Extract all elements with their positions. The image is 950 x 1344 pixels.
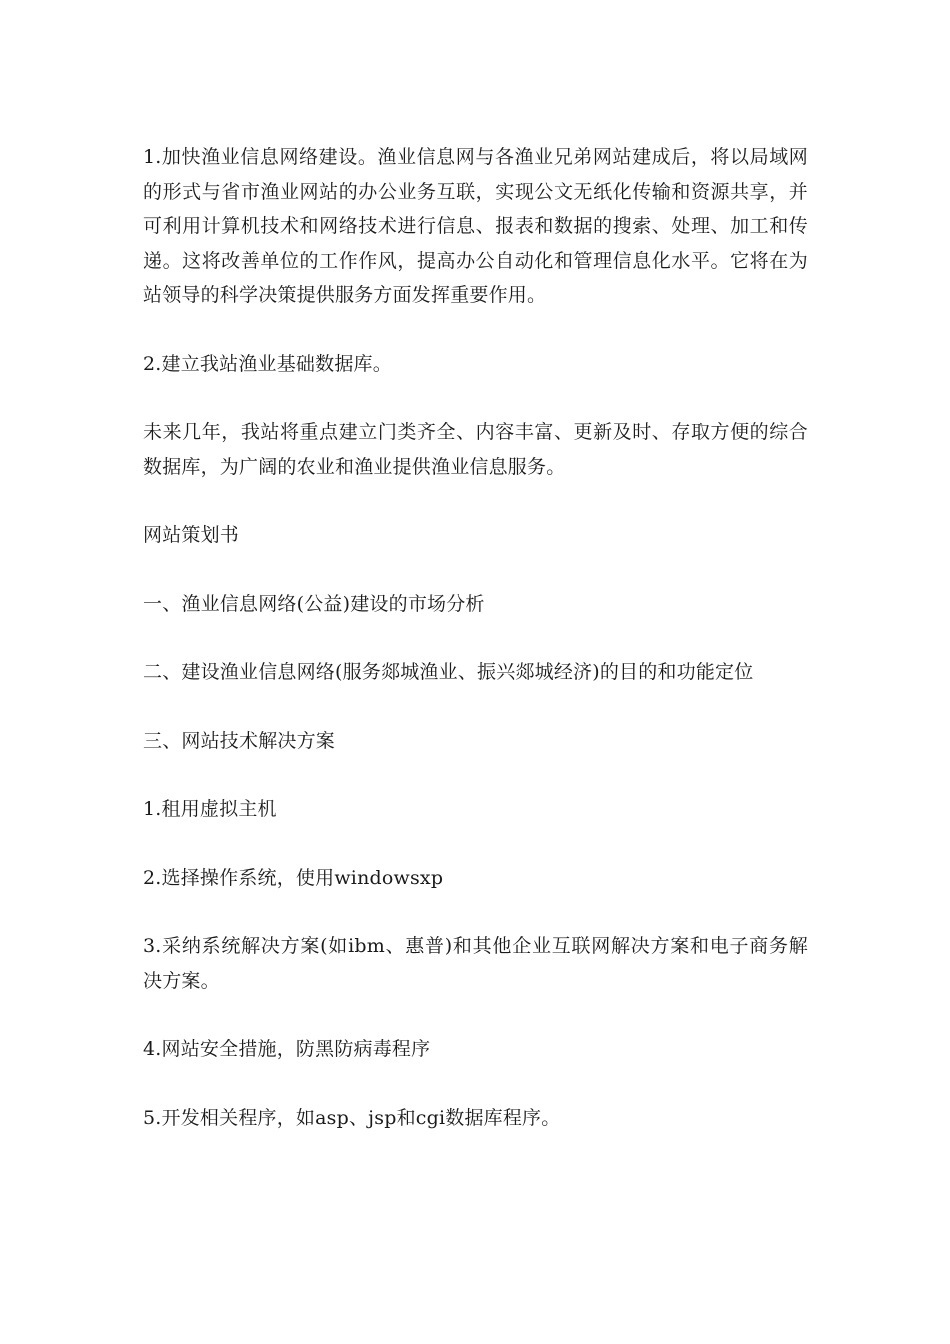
list-item-solutions: 3.采纳系统解决方案(如ibm、惠普)和其他企业互联网解决方案和电子商务解决方案。	[143, 935, 808, 992]
paragraph-future-plan: 未来几年，我站将重点建立门类齐全、内容丰富、更新及时、存取方便的综合数据库，为广阔的农业和渔业提供渔业信息服务。	[143, 421, 808, 478]
list-item-hosting: 1.租用虚拟主机	[143, 798, 277, 820]
paragraph-fisheries-network: 1.加快渔业信息网络建设。渔业信息网与各渔业兄弟网站建成后，将以局域网的形式与省市渔业网站的办公业务互联，实现公文无纸化传输和资源共享，并可利用计算机技术和网络技术进行信息、报表和数据的搜索、处理、加工和传递。这将改善单位的工作作风，提高办公自动化和管理信息化水平。它将在为站领导的科学决策提供服务方面发挥重要作用。	[143, 146, 808, 306]
section-item-3: 三、网站技术解决方案	[143, 729, 336, 752]
list-item-programs: 5.开发相关程序，如asp、jsp和cgi数据库程序。	[143, 1106, 561, 1129]
section-item-1: 一、渔业信息网络(公益)建设的市场分析	[143, 592, 485, 615]
list-item-security: 4.网站安全措施，防黑防病毒程序	[143, 1038, 431, 1060]
paragraph-database: 2.建立我站渔业基础数据库。	[143, 352, 392, 375]
document-body	[143, 140, 808, 1169]
list-item-os: 2.选择操作系统，使用windowsxp	[143, 866, 444, 889]
section-item-2: 二、建设渔业信息网络(服务郯城渔业、振兴郯城经济)的目的和功能定位	[143, 661, 754, 683]
section-heading-plan: 网站策划书	[143, 524, 240, 546]
